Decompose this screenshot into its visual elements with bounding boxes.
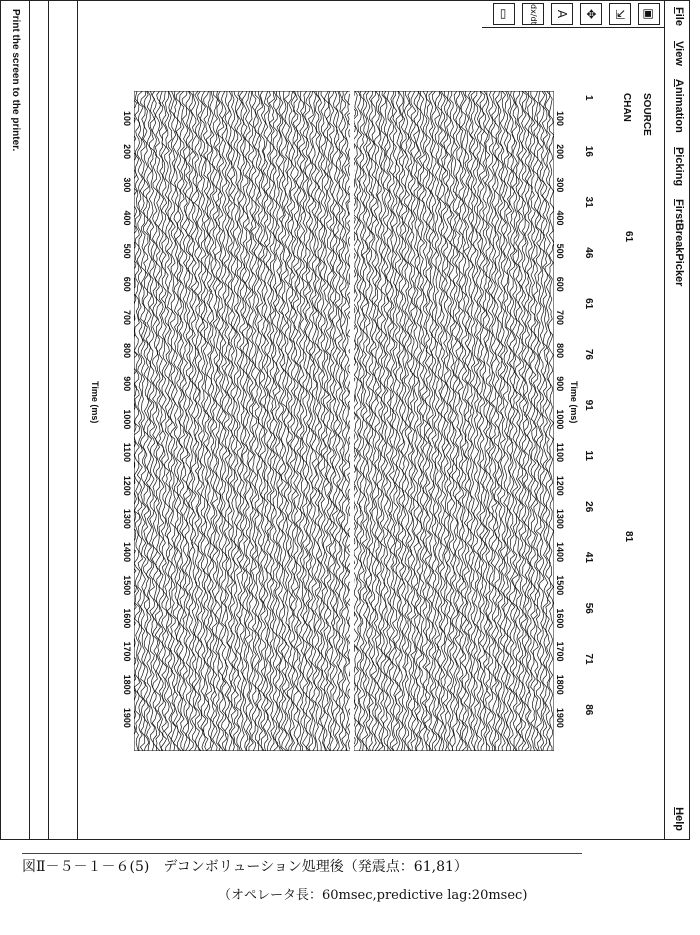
gather-gap [350,91,354,751]
time-axis-bottom [90,1,134,839]
axis-top-tick: 1500 [555,575,565,596]
axis-top-tick: 1800 [555,674,565,695]
chan-tick: 1 [583,95,594,101]
menu-file[interactable]: File [673,7,685,26]
axis-top-tick: 1300 [555,508,565,529]
figure-caption [22,856,682,903]
window-icon[interactable]: ▭ [493,3,515,25]
caption-line-1: 図Ⅱ－５－１－６(5) デコンボリューション処理後（発震点：61,81） [22,859,468,875]
caption-rule [22,853,582,854]
status-bar [1,1,30,839]
lower-strip [48,1,78,839]
axis-top-tick: 1000 [555,409,565,430]
source-value-61: 61 [623,231,634,243]
move-icon[interactable]: ✥ [580,3,602,25]
axis-bottom-tick: 600 [122,276,132,292]
axis-bottom-tick: 1400 [122,542,132,563]
axis-bottom-tick: 300 [122,177,132,193]
gather-icon[interactable]: ▣ [638,3,660,25]
axis-top-tick: 800 [555,343,565,359]
menu-animation[interactable]: Animation [673,79,685,133]
axis-bottom-tick: 1500 [122,575,132,596]
axis-bottom-tick: 700 [122,309,132,325]
axis-top-tick: 700 [555,309,565,325]
source-value-81: 81 [623,531,634,543]
axis-bottom-tick: 900 [122,376,132,392]
chan-label: CHAN [621,93,632,122]
axis-top-tick: 400 [555,210,565,226]
chan-tick: 31 [583,196,594,208]
axis-bottom-tick: 1000 [122,409,132,430]
axis-bottom-tick: 1700 [122,641,132,662]
chan-tick: 71 [583,653,594,665]
axis-bottom-tick: 1600 [122,608,132,629]
chan-tick: 56 [583,602,594,614]
menubar [664,1,689,839]
axis-bottom-tick: 1300 [122,508,132,529]
axis-top-tick: 100 [555,111,565,127]
menu-view[interactable]: View [673,41,685,66]
chan-tick: 11 [583,450,594,461]
text-a-icon[interactable]: A [551,3,573,25]
axis-top-tick: 1900 [555,707,565,728]
time-axis-top [555,1,577,839]
axis-bottom-tick: 1200 [122,475,132,496]
cursor-icon[interactable]: ⇲ [609,3,631,25]
axis-top-tick: 300 [555,177,565,193]
source-label: SOURCE [641,93,652,136]
chan-tick: 76 [583,348,594,360]
caption-line-2: （オペレータ長：60msec,predictive lag:20msec) [218,888,528,903]
axis-top-tick: 1600 [555,608,565,629]
chan-tick: 41 [583,551,594,564]
axis-bottom-tick: 400 [122,210,132,226]
chan-tick: 91 [583,399,594,411]
seismic-traces-plot[interactable] [134,91,554,751]
chan-tick: 86 [583,704,594,716]
status-text: Print the screen to the printer. [10,9,21,152]
axis-bottom-tick: 200 [122,144,132,160]
menu-help[interactable]: Help [673,807,685,831]
menu-picking[interactable]: Picking [673,147,685,187]
chan-tick: 46 [583,247,594,259]
axis-top-tick: 600 [555,276,565,292]
axis-top-tick: 900 [555,376,565,392]
axis-top-tick: 1200 [555,475,565,496]
axis-bottom-tick: 1800 [122,674,132,695]
axis-bottom-tick: 100 [122,111,132,127]
derivative-icon[interactable]: dx/dt [522,3,544,25]
axis-bottom-tick: 800 [122,343,132,359]
chan-tick: 61 [583,298,594,310]
axis-bottom-tick: 1900 [122,707,132,728]
chan-tick: 16 [583,145,594,157]
axis-top-tick: 200 [555,144,565,160]
axis-top-title: Time (ms) [569,381,579,424]
axis-top-tick: 1400 [555,542,565,563]
axis-bottom-tick: 1100 [122,442,132,463]
axis-bottom-title: Time (ms) [90,381,100,424]
axis-top-tick: 500 [555,243,565,259]
chan-tick: 26 [583,501,594,513]
axis-bottom-tick: 500 [122,243,132,259]
menu-firstbreakpicker[interactable]: FirstBreakPicker [673,199,685,287]
axis-top-tick: 1100 [555,442,565,463]
axis-top-tick: 1700 [555,641,565,662]
